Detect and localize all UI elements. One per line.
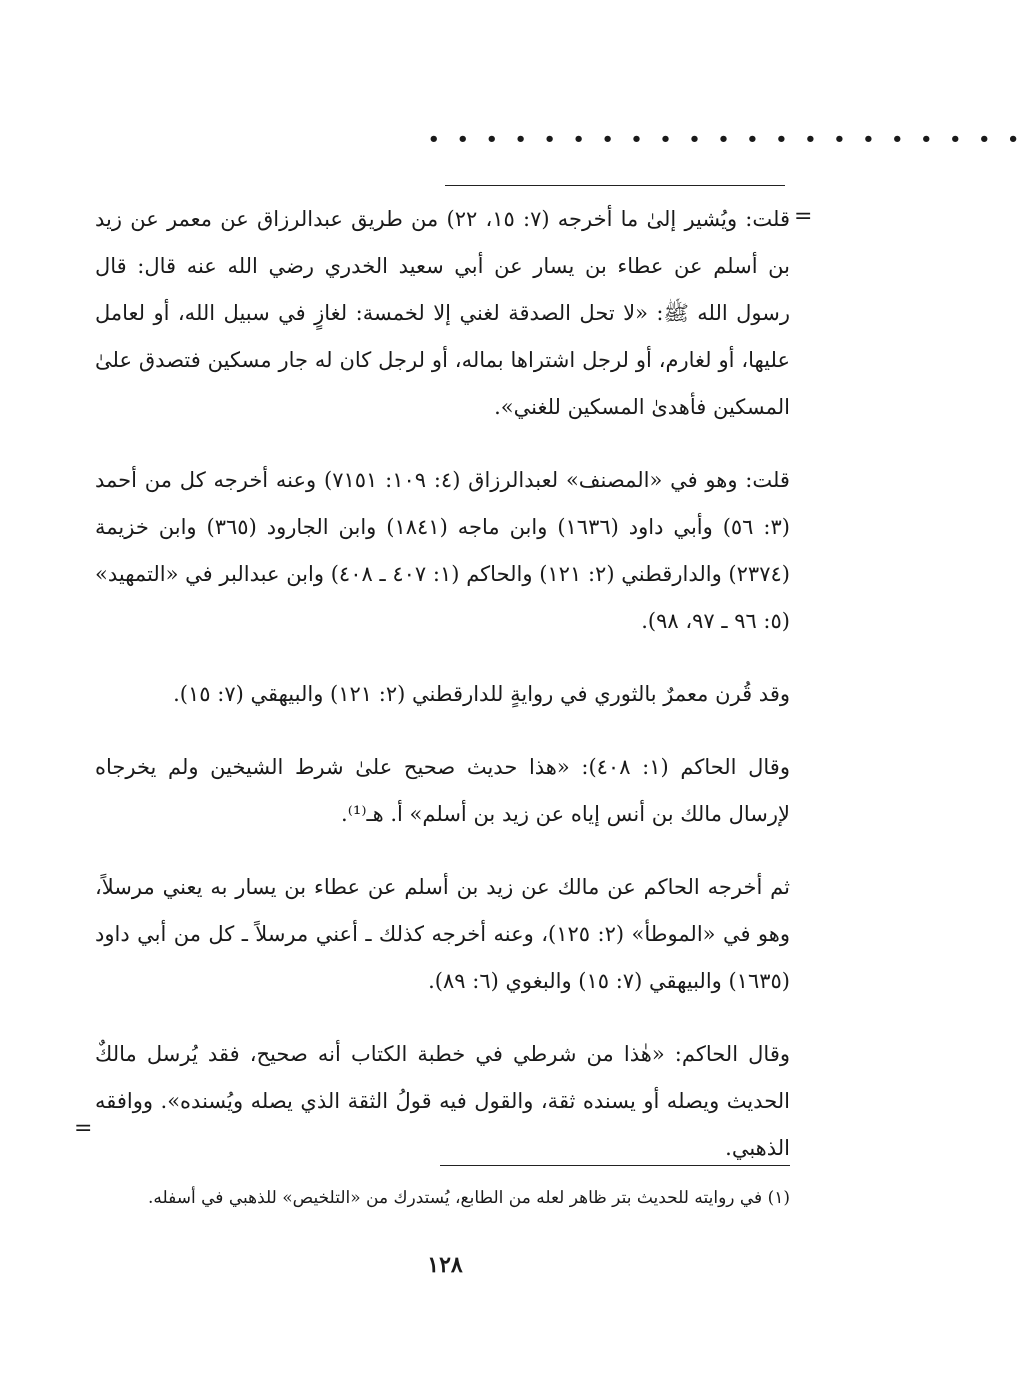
continuation-mark-top: =: [794, 204, 813, 229]
continuation-mark-bottom: =: [74, 1116, 93, 1141]
paragraph-3: وقد قُرن معمرٌ بالثوري في روايةٍ للدارقطني (٢: ١٢١) والبيهقي (٧: ١٥).: [173, 682, 790, 706]
paragraph-6: وقال الحاكم: «هٰذا من شرطي في خطبة الكتاب أنه صحيح، فقد يُرسل مالكٌ الحديث ويصله أو يسنده ثقة، والقول فيه قولُ الثقة الذي يصله ويُسنده». ووافقه الذهبي.: [95, 1042, 790, 1160]
paragraph-5: ثم أخرجه الحاكم عن مالك عن زيد بن أسلم عن عطاء بن يسار به يعني مرسلاً، وهو في «الموطأ» (٢: ١٢٥)، وعنه أخرجه كذلك ـ أعني مرسلاً ـ كل من أبي داود (١٦٣٥) والبيهقي (٧: ١٥) والبغوي (٦: ٨٩).: [95, 875, 790, 993]
paragraph-1: قلت: ويُشير إلىٰ ما أخرجه (٧: ١٥، ٢٢) من طريق عبدالرزاق عن معمر عن زيد بن أسلم عن عطاء بن يسار عن أبي سعيد الخدري رضي الله عنه قال: قال رسول الله ﷺ: «لا تحل الصدقة لغني إلا لخمسة: لغازٍ في سبيل الله، أو لعامل عليها، أو لغارم، أو لرجل اشتراها بماله، أو لرجل كان له جار مسكين فتصدق علىٰ المسكين فأهدىٰ المسكين للغني».: [95, 207, 790, 419]
paragraph-2: قلت: وهو في «المصنف» لعبدالرزاق (٤: ١٠٩: ٧١٥١) وعنه أخرجه كل من أحمد (٣: ٥٦) وأبي داود (١٦٣٦) وابن ماجه (١٨٤١) وابن الجارود (٣٦٥) وابن خزيمة (٢٣٧٤) والدارقطني (٢: ١٢١) والحاكم (١: ٤٠٧ ـ ٤٠٨) وابن عبدالبر في «التمهيد» (٥: ٩٦ ـ ٩٧، ٩٨).: [95, 468, 790, 633]
footnote-rule: [440, 1165, 790, 1166]
header-dots: • • • • • • • • • • • • • • • • • • • • •: [428, 129, 1025, 150]
paragraph-4: وقال الحاكم (١: ٤٠٨): «هذا حديث صحيح علىٰ شرط الشيخين ولم يخرجاه لإرسال مالك بن أنس إياه عن زيد بن أسلم» أ. هـ⁽¹⁾.: [95, 755, 790, 826]
footnote: (١) في روايته للحديث بتر ظاهر لعله من الطابع، يُستدرك من «التلخيص» للذهبي في أسفله.: [148, 1188, 790, 1208]
page-number: ١٢٨: [427, 1252, 463, 1278]
main-text: [95, 196, 790, 1172]
header-rule: [445, 185, 785, 186]
